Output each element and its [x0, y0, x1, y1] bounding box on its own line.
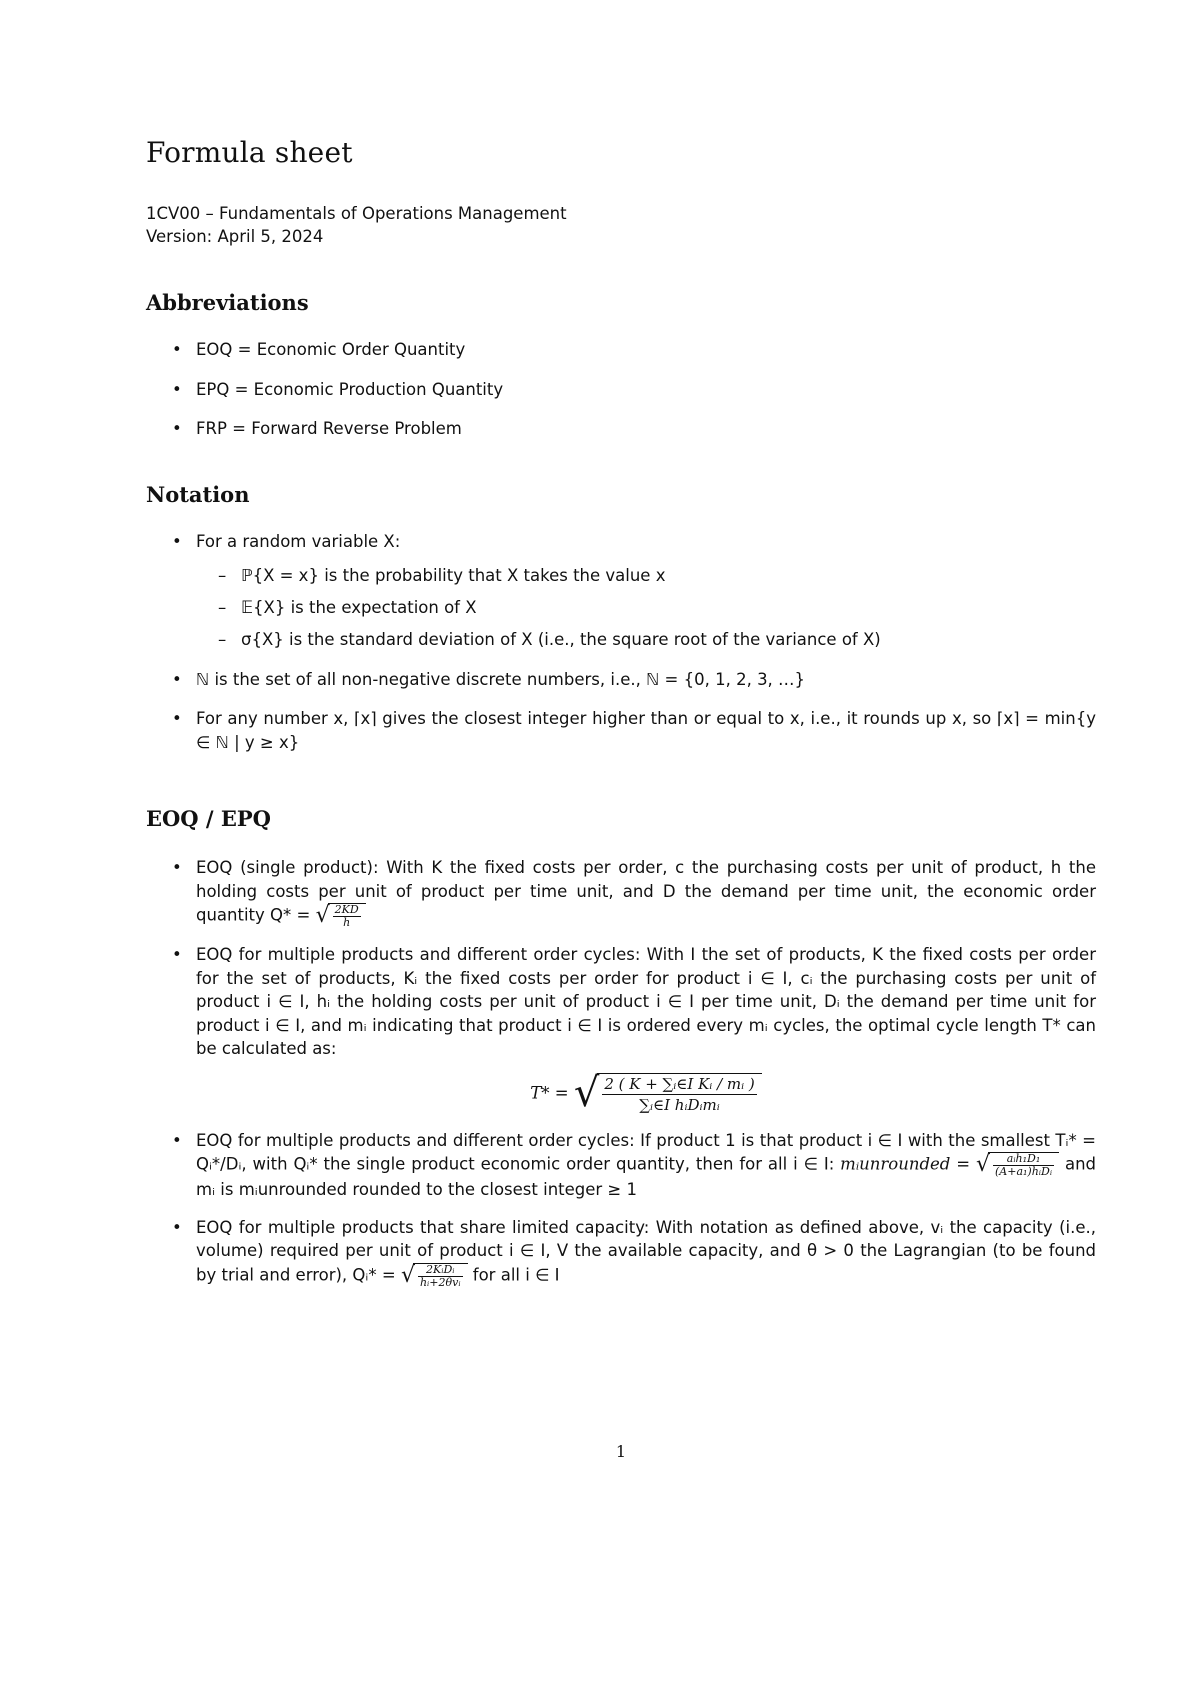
list-item: [146, 1129, 1096, 1202]
sqrt-symbol: √: [573, 1069, 600, 1116]
list-item: • For any number x, ⌈x⌉ gives the closest integer higher than or equal to x, i.e., it rounds up x, so ⌈x⌉ = min{y ∈ ℕ | y ≥ x}: [146, 707, 1096, 754]
list-item: • EPQ = Economic Production Quantity: [146, 378, 1096, 402]
fraction-denominator: (A+a₁)hᵢDᵢ: [995, 1165, 1053, 1178]
rounding-lhs: mᵢunrounded =: [840, 1154, 971, 1174]
list-item: [146, 856, 1096, 929]
page-number: 1: [615, 1442, 627, 1461]
cycle-length-formula: [196, 1069, 1096, 1116]
rv-intro: For a random variable X:: [196, 532, 401, 551]
fraction-denominator: hᵢ+2θvᵢ: [419, 1275, 461, 1289]
sqrt-symbol: √: [315, 903, 330, 929]
notation-heading: Notation: [146, 482, 250, 507]
eoq-rounding-text: EOQ for multiple products and different order cycles: If product 1 is that product i ∈ I with the smallest Tᵢ* = Qᵢ*/Dᵢ, with Qᵢ* the single product economic order quantity, then for all i ∈ I:: [196, 1130, 1096, 1174]
page-title: Formula sheet: [146, 136, 353, 169]
sqrt-symbol: √: [975, 1152, 991, 1178]
document-meta: [146, 202, 567, 248]
list-item: [146, 1216, 1096, 1289]
list-item: – σ{X} is the standard deviation of X (i.e., the square root of the variance of X): [196, 624, 1096, 656]
notation-list: [146, 530, 1096, 754]
eoq-heading: EOQ / EPQ: [146, 806, 271, 831]
list-item: • FRP = Forward Reverse Problem: [146, 417, 1096, 441]
eoq-multi-text: EOQ for multiple products and different order cycles: With I the set of products, K the fixed costs per order for the set of products, Kᵢ the fixed costs per order for product i ∈ I, cᵢ the purchasing costs per unit of product i ∈ I, hᵢ the holding costs per unit of product i ∈ I per time unit, Dᵢ the demand per time unit for product i ∈ I, and mᵢ indicating that product i ∈ I is ordered every mᵢ cycles, the optimal cycle length T* can be calculated as:: [196, 945, 1096, 1058]
eoq-list: [146, 856, 1096, 1289]
sqrt-symbol: √: [400, 1262, 415, 1288]
eoq-rounding-tail: and mᵢ is mᵢunrounded rounded to the closest integer ≥ 1: [196, 1154, 1097, 1199]
fraction-denominator: h: [343, 916, 351, 929]
formula-lhs: T* =: [530, 1083, 569, 1102]
abbreviations-list: [146, 338, 1096, 441]
eoq-single-text: EOQ (single product): With K the fixed costs per order, c the purchasing costs per unit of product, h the holding costs per unit of product per time unit, and D the demand per time unit, the economic order quantity Q* =: [196, 858, 1096, 925]
capacity-formula: [413, 1263, 468, 1289]
fraction-numerator: 2 ( K + ∑ᵢ∈I Kᵢ / mᵢ ): [604, 1074, 755, 1093]
rounding-formula: [988, 1152, 1059, 1178]
eoq-capacity-tail: for all i ∈ I: [472, 1265, 560, 1284]
fraction-numerator: 2KᵢDᵢ: [418, 1264, 463, 1277]
abbreviations-heading: Abbreviations: [146, 290, 309, 315]
list-item: • ℕ is the set of all non-negative discrete numbers, i.e., ℕ = {0, 1, 2, 3, …}: [146, 668, 1096, 692]
course-line: 1CV00 – Fundamentals of Operations Management: [146, 204, 567, 223]
list-item: • EOQ = Economic Order Quantity: [146, 338, 1096, 362]
list-item: [146, 943, 1096, 1115]
radicand: [597, 1073, 761, 1115]
list-item: [146, 530, 1096, 656]
version-line: Version: April 5, 2024: [146, 227, 324, 246]
rv-sublist: [196, 560, 1096, 656]
fraction-numerator: aᵢh₁D₁: [993, 1153, 1054, 1166]
fraction-numerator: 2KD: [334, 903, 359, 916]
list-item: – 𝔼{X} is the expectation of X: [196, 592, 1096, 624]
list-item: – ℙ{X = x} is the probability that X takes the value x: [196, 560, 1096, 592]
fraction-denominator: ∑ᵢ∈I hᵢDᵢmᵢ: [639, 1095, 720, 1114]
eoq-capacity-text: EOQ for multiple products that share limited capacity: With notation as defined above, vᵢ the capacity (i.e., volume) required per unit of product i ∈ I, V the available capacity, and θ > 0 the Lagrangian (to be found by trial and error), Qᵢ* =: [196, 1217, 1096, 1284]
eoq-single-formula: [328, 903, 366, 929]
